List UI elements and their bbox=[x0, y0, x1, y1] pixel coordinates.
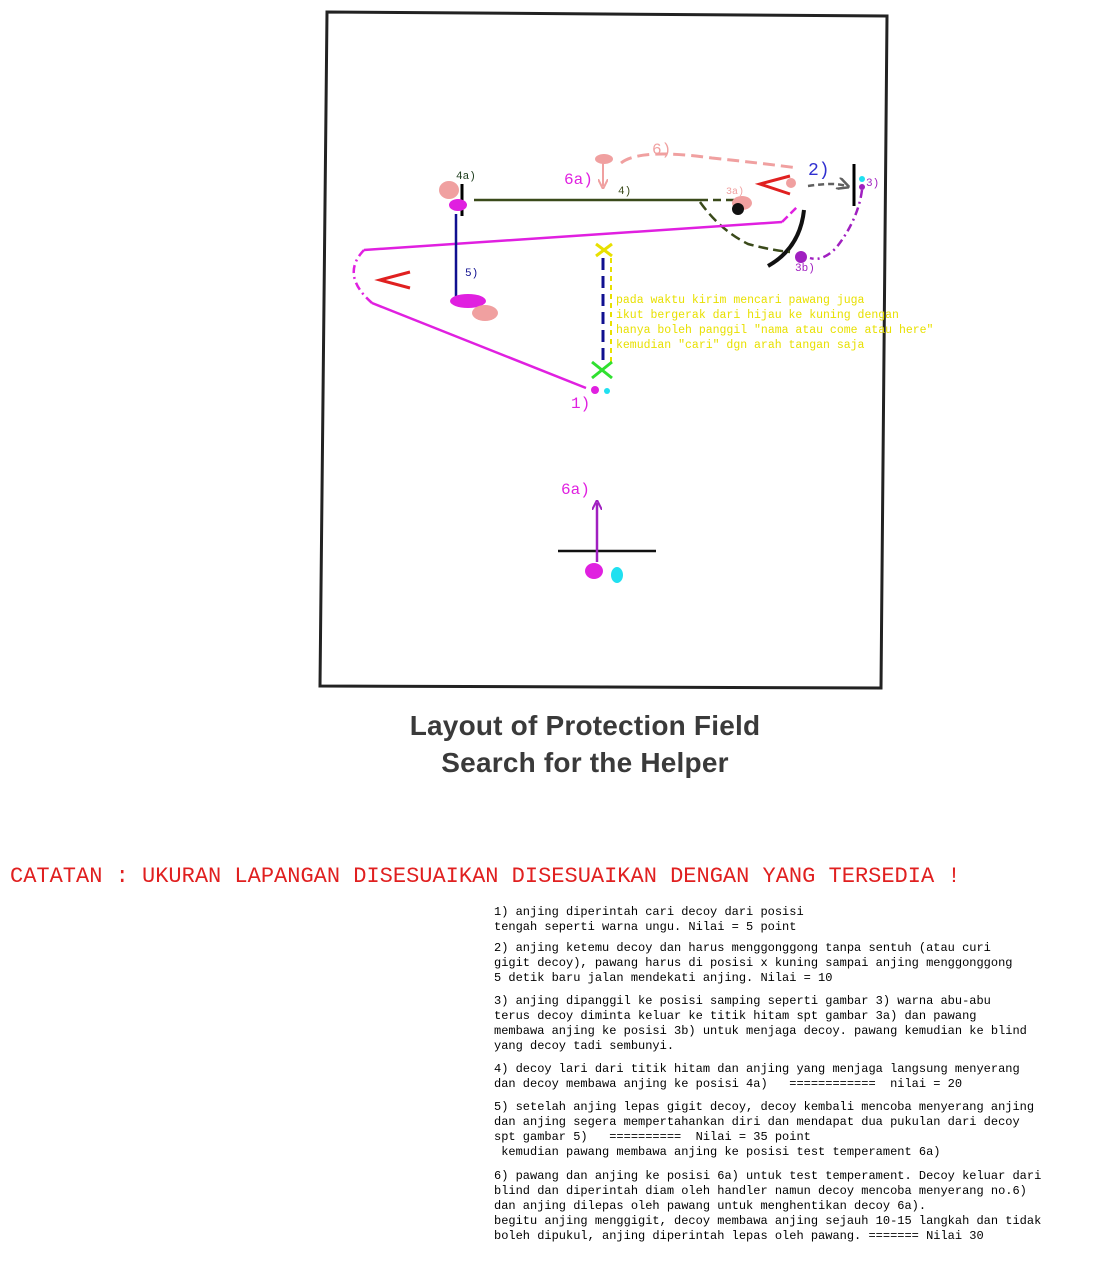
paragraph-1: 1) anjing diperintah cari decoy dari posisi tengah seperti warna ungu. Nilai = 5 point bbox=[494, 905, 804, 934]
label-6: 6) bbox=[652, 141, 672, 159]
title-line-2: Search for the Helper bbox=[441, 747, 729, 778]
dog-4a bbox=[449, 199, 467, 211]
route-1-loop bbox=[354, 250, 372, 303]
yellow-note-line: pada waktu kirim mencari pawang juga bbox=[616, 294, 865, 307]
dog-3 bbox=[859, 184, 865, 190]
yellow-note-line: ikut bergerak dari hijau ke kuning dengan bbox=[616, 309, 899, 322]
dog-1 bbox=[591, 386, 599, 394]
route-1-end bbox=[782, 206, 798, 222]
green-x bbox=[592, 362, 612, 378]
label-3a: 3a) bbox=[726, 187, 745, 198]
chevron-left bbox=[380, 272, 410, 288]
dog-3b bbox=[795, 251, 807, 263]
handler-6a bbox=[611, 567, 623, 583]
yellow-x bbox=[596, 244, 612, 256]
label-6a-bottom: 6a) bbox=[561, 481, 590, 499]
label-3: 3) bbox=[866, 178, 880, 190]
route-3-gray bbox=[808, 184, 846, 186]
paragraph-5: 5) setelah anjing lepas gigit decoy, decoy kembali mencoba menyerang anjing dan anjing segera mempertahankan diri dan mendapat dua pukulan dari decoy spt gambar 5) ========== Nilai = 35 point kemudian pawang membawa anjing ke posisi test temperament 6a) bbox=[494, 1100, 1035, 1159]
route-6 bbox=[621, 154, 798, 168]
chevron-right bbox=[760, 176, 790, 194]
label-5: 5) bbox=[465, 268, 479, 280]
title-line-1: Layout of Protection Field bbox=[409, 710, 761, 741]
black-point bbox=[732, 203, 744, 215]
dog-6a bbox=[585, 563, 603, 579]
label-4: 4) bbox=[618, 186, 632, 198]
paragraph-2: 2) anjing ketemu decoy dan harus menggonggong tanpa sentuh (atau curi gigit decoy), pawang harus di posisi x kuning sampai anjing menggonggong 5 detik baru jalan mendekati anjing. Nilai = 10 bbox=[494, 941, 1013, 985]
paragraph-4: 4) decoy lari dari titik hitam dan anjing yang menjaga langsung menyerang dan decoy membawa anjing ke posisi 4a) ============ nilai = 20 bbox=[494, 1062, 1020, 1091]
label-4a: 4a) bbox=[456, 171, 476, 183]
handler-3 bbox=[859, 176, 865, 182]
note-banner: CATATAN : UKURAN LAPANGAN DISESUAIKAN DISESUAIKAN DENGAN YANG TERSEDIA ! bbox=[10, 864, 961, 889]
paragraph-6: 6) pawang dan anjing ke posisi 6a) untuk test temperament. Decoy keluar dari blind dan diperintah diam oleh handler namun decoy mencoba menyerang no.6) dan anjing dilepas oleh pawang untuk menghentikan decoy 6a). begitu anjing menggigit, decoy membawa anjing sejauh 10-15 langkah dan tidak boleh dipukul, anjing diperintah lepas oleh pawang. ======= Nilai 30 bbox=[494, 1169, 1042, 1243]
label-1: 1) bbox=[571, 395, 591, 413]
yellow-note-line: hanya boleh panggil "nama atau come atau here" bbox=[616, 324, 934, 337]
decoy-2 bbox=[786, 178, 796, 188]
paragraph-3: 3) anjing dipanggil ke posisi samping seperti gambar 3) warna abu-abu terus decoy diminta keluar ke titik hitam spt gambar 3a) dan pawang membawa anjing ke posisi 3b) untuk menjaga decoy. pawang kemudian ke blind yang decoy tadi sembunyi. bbox=[494, 994, 1027, 1053]
label-6a-top: 6a) bbox=[564, 171, 593, 189]
label-2: 2) bbox=[808, 161, 830, 181]
route-1-top bbox=[364, 222, 782, 250]
yellow-note-line: kemudian "cari" dgn arah tangan saja bbox=[616, 339, 865, 352]
decoy-4a bbox=[439, 181, 459, 199]
decoy-5 bbox=[472, 305, 498, 321]
label-3b: 3b) bbox=[795, 263, 815, 275]
decoy-6a-top bbox=[595, 154, 613, 164]
handler-1 bbox=[604, 388, 610, 394]
